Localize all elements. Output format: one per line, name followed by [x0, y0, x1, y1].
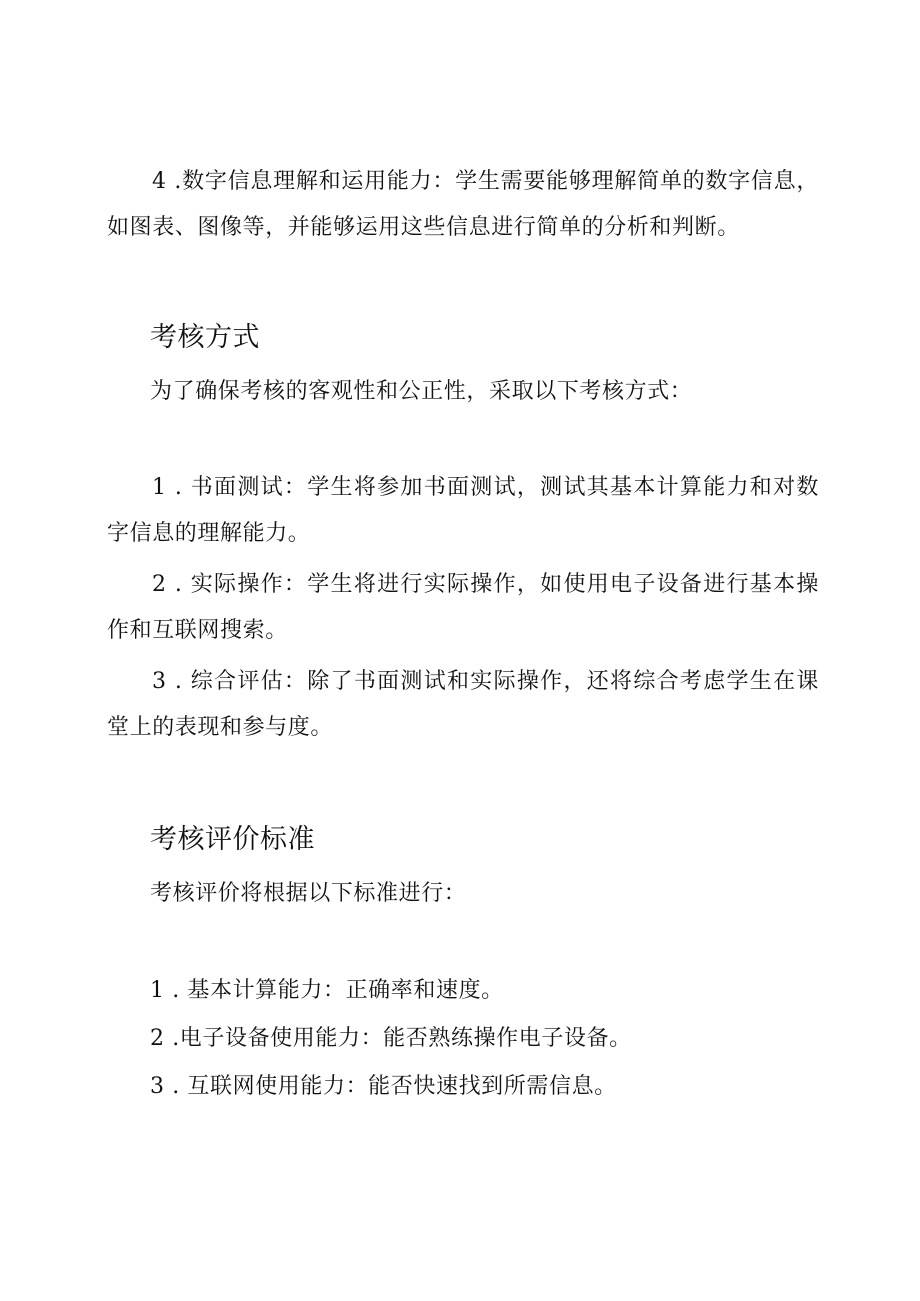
evaluation-criteria-item-1: 1 . 基本计算能力：正确率和速度。 — [150, 978, 504, 1003]
assessment-method-heading: 考核方式 — [150, 322, 260, 353]
assessment-method-item-3: 3 . 综合评估：除了书面测试和实际操作，还将综合考虑学生在课堂上的表现和参与度。 — [107, 669, 819, 740]
assessment-method-item-2: 2 . 实际操作：学生将进行实际操作，如使用电子设备进行基本操作和互联网搜索。 — [107, 572, 819, 643]
ability-item-4: 4 .数字信息理解和运用能力：学生需要能够理解简单的数字信息，如图表、图像等，并能够运用这些信息进行简单的分析和判断。 — [107, 169, 819, 240]
evaluation-criteria-item-2: 2 .电子设备使用能力：能否熟练操作电子设备。 — [150, 1026, 632, 1051]
evaluation-criteria-item-3: 3 . 互联网使用能力：能否快速找到所需信息。 — [150, 1074, 617, 1099]
assessment-method-item-1: 1 . 书面测试：学生将参加书面测试，测试其基本计算能力和对数字信息的理解能力。 — [107, 475, 819, 546]
evaluation-criteria-heading: 考核评价标准 — [150, 824, 315, 855]
evaluation-criteria-intro: 考核评价将根据以下标准进行： — [150, 881, 467, 906]
assessment-method-intro: 为了确保考核的客观性和公正性，采取以下考核方式： — [150, 379, 693, 404]
